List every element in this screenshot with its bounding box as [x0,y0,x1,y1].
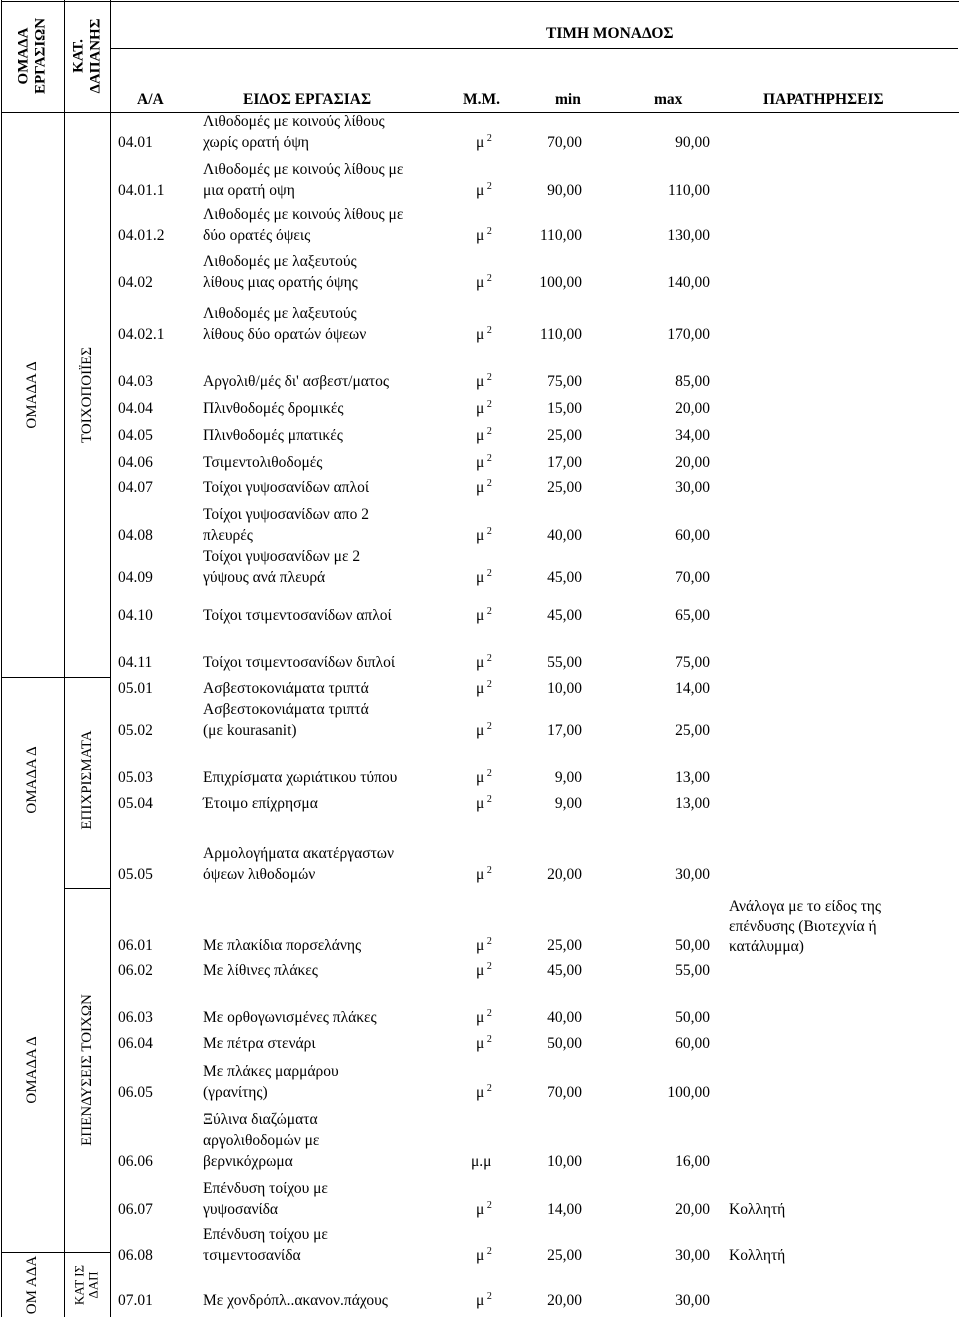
item-code: 06.05 [118,1084,153,1101]
category-column-header: ΚΑΤ. ΔΑΠΑΝΗΣ [70,18,103,94]
unit-exponent: 2 [484,453,492,464]
price-min: 25,00 [547,479,582,496]
item-code: 04.06 [118,454,153,471]
price-max: 30,00 [675,1292,710,1309]
price-min: 9,00 [554,769,582,786]
unit-exponent: 2 [484,1291,492,1302]
item-code: 05.04 [118,795,153,812]
price-max: 90,00 [675,134,710,151]
section-group-label: ΟΜ ΑΔΑ [23,1255,40,1315]
price-max: 50,00 [675,937,710,954]
row-divider [1,1252,110,1253]
item-unit: μ $^2$ [476,679,492,697]
item-description: δύο ορατές όψεις [203,227,311,244]
price-max: 170,00 [667,326,710,343]
item-description: Τσιμεντολιθοδομές [203,454,323,471]
price-max: 50,00 [675,1009,710,1026]
price-min: 10,00 [547,1153,582,1170]
price-max: 60,00 [675,1035,710,1052]
item-unit: μ $^2$ [476,653,492,671]
item-code: 06.02 [118,962,153,979]
unit-exponent: 2 [484,768,492,779]
price-min: 40,00 [547,1009,582,1026]
item-unit: μ $^2$ [476,721,492,739]
item-unit: μ $^2$ [476,453,492,471]
unit-exponent: 2 [484,372,492,383]
item-description: Τοίχοι γυψοσανίδων με 2 [203,548,361,565]
unit-exponent: 2 [484,794,492,805]
item-code: 04.07 [118,479,153,496]
price-min: 70,00 [547,1084,582,1101]
item-description: Τοίχοι γυψοσανίδων απλοί [203,479,370,496]
item-description: Πλινθοδομές μπατικές [203,427,343,444]
section-group-label: ΟΜΑΔΑ Δ [23,361,40,429]
item-unit: μ $^2$ [476,794,492,812]
item-unit: μ $^2$ [476,1008,492,1026]
item-code: 06.06 [118,1153,153,1170]
price-max: 20,00 [675,400,710,417]
price-min: 100,00 [539,274,582,291]
price-max: 30,00 [675,1247,710,1264]
item-description: Επένδυση τοίχου με [203,1226,328,1243]
item-description: τσιμεντοσανίδα [203,1247,301,1264]
item-unit: μ $^2$ [476,226,492,244]
price-max: 20,00 [675,454,710,471]
max-header: max [654,91,683,108]
item-description: όψεων λιθοδομών [203,866,316,883]
unit-exponent: 2 [484,426,492,437]
price-max: 100,00 [667,1084,710,1101]
row-divider [64,888,110,889]
item-description: Τοίχοι τσιμεντοσανίδων διπλοί [203,654,395,671]
item-code: 06.07 [118,1201,153,1218]
item-unit: μ $^2$ [476,1034,492,1052]
price-min: 17,00 [547,454,582,471]
item-description: Με πλάκες μαρμάρου [203,1063,339,1080]
row-divider [1,1,959,2]
price-min: 20,00 [547,1292,582,1309]
col-divider [1,0,2,1317]
item-description: λίθους δύο ορατών όψεων [203,326,367,343]
row-divider [1,677,110,678]
section-category-label: ΕΠΙΧΡΙΣΜΑΤΑ [78,730,95,830]
item-code: 04.01.2 [118,227,165,244]
item-code: 06.03 [118,1009,153,1026]
section-category-label: ΕΠΕΝΔΥΣΕΙΣ ΤΟΙΧΩΝ [78,994,95,1146]
item-code: 04.11 [118,654,153,671]
item-description: Ασβεστοκονιάματα τριπτά [203,680,369,697]
price-max: 13,00 [675,769,710,786]
item-description: γυψοσανίδα [203,1201,279,1218]
item-unit: μ $^2$ [476,133,492,151]
price-max: 55,00 [675,962,710,979]
price-min: 25,00 [547,427,582,444]
item-description: Αρμολογήματα ακατέργαστων [203,845,395,862]
item-code: 05.05 [118,866,153,883]
item-unit: μ $^2$ [476,936,492,954]
price-min: 25,00 [547,1247,582,1264]
item-description: βερνικόχρωμα [203,1153,293,1170]
item-code: 04.01.1 [118,182,165,199]
unit-exponent: 2 [484,606,492,617]
item-code: 04.10 [118,607,153,624]
item-unit: μ $^2$ [476,1246,492,1264]
price-max: 13,00 [675,795,710,812]
item-description: αργολιθοδομών με [203,1132,320,1149]
item-code: 05.03 [118,769,153,786]
price-max: 16,00 [675,1153,710,1170]
item-code: 06.04 [118,1035,153,1052]
item-description: Τοίχοι τσιμεντοσανίδων απλοί [203,607,392,624]
price-max: 110,00 [667,182,710,199]
price-max: 14,00 [675,680,710,697]
item-unit: μ $^2$ [476,961,492,979]
item-description: Με πέτρα στενάρι [203,1035,316,1052]
price-min: 45,00 [547,962,582,979]
item-description: Λιθοδομές με κοινούς λίθους με [203,161,404,178]
unit-exponent: 2 [484,568,492,579]
description-header: ΕΙΔΟΣ ΕΡΓΑΣΙΑΣ [243,91,372,108]
price-min: 17,00 [547,722,582,739]
item-description: Επένδυση τοίχου με [203,1180,328,1197]
unit-price-header: ΤΙΜΗ ΜΟΝΑΔΟΣ [546,25,674,42]
price-min: 40,00 [547,527,582,544]
col-divider [64,0,65,1317]
item-unit: μ $^2$ [476,478,492,496]
price-min: 55,00 [547,654,582,671]
item-description: Πλινθοδομές δρομικές [203,400,344,417]
unit-exponent: 2 [484,325,492,336]
item-unit: μ $^2$ [476,181,492,199]
item-description: Λιθοδομές με κοινούς λίθους [203,113,385,130]
price-min: 110,00 [539,326,582,343]
min-header: min [555,91,581,108]
item-code: 04.02 [118,274,153,291]
unit-header: Μ.Μ. [463,91,501,108]
item-code: 06.01 [118,937,153,954]
unit-exponent: 2 [484,721,492,732]
item-description: Επιχρίσματα χωριάτικου τύπου [203,769,398,786]
item-note: Κολλητή [729,1247,786,1264]
price-max: 30,00 [675,479,710,496]
item-unit: μ $^2$ [476,372,492,390]
item-description: Λιθοδομές με λαξευτούς [203,305,357,322]
section-group-label: ΟΜΑΔΑ Δ [23,1036,40,1104]
block-note: Ανάλογα με το είδος της επένδυσης (Βιοτεχνία ή κατάλυμμα) [729,898,882,955]
item-code: 04.01 [118,134,153,151]
item-code: 04.02.1 [118,326,165,343]
item-description: Με λίθινες πλάκες [203,962,318,979]
price-min: 14,00 [547,1201,582,1218]
price-min: 45,00 [547,607,582,624]
item-unit: μ $^2$ [476,1291,492,1309]
row-divider [1,112,959,113]
item-unit: μ $^2$ [476,865,492,883]
item-description: Αργολιθ/μές δι' ασβεστ/ματος [203,373,390,390]
price-max: 25,00 [675,722,710,739]
item-unit: μ $^2$ [476,325,492,343]
item-description: Λιθοδομές με λαξευτούς [203,253,357,270]
unit-exponent: 2 [484,865,492,876]
item-description: Με πλακίδια πορσελάνης [203,937,362,954]
item-description: Ξύλινα διαζώματα [203,1111,318,1128]
unit-exponent: 2 [484,399,492,410]
price-min: 110,00 [539,227,582,244]
price-max: 34,00 [675,427,710,444]
section-category-label: ΤΟΙΧΟΠΟΙΪΕΣ [78,347,95,443]
unit-exponent: 2 [484,526,492,537]
item-description: Με χονδρόπλ..ακανον.πάχους [203,1292,388,1309]
item-code: 04.08 [118,527,153,544]
item-description: χωρίς ορατή όψη [203,134,310,151]
price-min: 90,00 [547,182,582,199]
unit-exponent: 2 [484,961,492,972]
item-description: Ασβεστοκονιάματα τριπτά [203,701,369,718]
item-unit: μ $^2$ [476,568,492,586]
item-code: 04.03 [118,373,153,390]
notes-header: ΠΑΡΑΤΗΡΗΣΕΙΣ [763,91,884,108]
price-min: 25,00 [547,937,582,954]
unit-exponent: 2 [484,273,492,284]
item-code: 04.04 [118,400,153,417]
price-min: 50,00 [547,1035,582,1052]
item-code: 06.08 [118,1247,153,1264]
item-code: 07.01 [118,1292,153,1309]
item-unit: μ $^2$ [476,526,492,544]
group-column-header: ΟΜΑΔΑ ΕΡΓΑΣΙΩΝ [15,17,48,95]
item-unit: μ $^2$ [476,426,492,444]
price-max: 70,00 [675,569,710,586]
item-unit: μ $^2$ [476,1083,492,1101]
unit-exponent: 2 [484,1083,492,1094]
unit-exponent: 2 [484,1034,492,1045]
price-min: 10,00 [547,680,582,697]
item-code: 04.05 [118,427,153,444]
price-max: 60,00 [675,527,710,544]
unit-exponent: 2 [484,679,492,690]
price-min: 9,00 [554,795,582,812]
unit-exponent: 2 [484,226,492,237]
price-max: 85,00 [675,373,710,390]
price-max: 130,00 [667,227,710,244]
price-max: 20,00 [675,1201,710,1218]
item-description: (γρανίτης) [203,1084,268,1101]
col-divider [110,0,111,1317]
item-description: γύψους ανά πλευρά [203,569,326,586]
unit-exponent: 2 [484,133,492,144]
unit-exponent: 2 [484,936,492,947]
item-description: (με kourasanit) [203,722,297,739]
unit-exponent: 2 [484,1200,492,1211]
item-code: 05.01 [118,680,153,697]
item-unit: μ $^2$ [476,1200,492,1218]
unit-exponent: 2 [484,181,492,192]
item-description: Λιθοδομές με κοινούς λίθους με [203,206,404,223]
section-group-label: ΟΜΑΔΑ Δ [23,746,40,814]
price-max: 65,00 [675,607,710,624]
item-description: μια ορατή οψη [203,182,295,199]
unit-exponent: 2 [484,653,492,664]
price-max: 140,00 [667,274,710,291]
price-min: 15,00 [547,400,582,417]
price-min: 45,00 [547,569,582,586]
item-code: 05.02 [118,722,153,739]
unit-exponent: 2 [484,1008,492,1019]
item-unit: μ $^2$ [476,768,492,786]
item-description: Τοίχοι γυψοσανίδων απο 2 [203,506,369,523]
code-header: Α/Α [137,91,164,108]
item-description: λίθους μιας ορατής όψης [203,274,358,291]
price-max: 30,00 [675,866,710,883]
item-description: Με ορθογωνισμένες πλάκες [203,1009,377,1026]
unit-exponent: 2 [484,1246,492,1257]
item-unit: μ.μ [471,1153,492,1170]
item-unit: μ $^2$ [476,399,492,417]
row-divider [110,48,958,49]
price-min: 70,00 [547,134,582,151]
section-category-label: ΚΑΤ ΙΣ ΔΑΠ [71,1264,101,1306]
price-min: 75,00 [547,373,582,390]
unit-exponent: 2 [484,478,492,489]
item-note: Κολλητή [729,1201,786,1218]
item-code: 04.09 [118,569,153,586]
item-unit: μ $^2$ [476,273,492,291]
price-max: 75,00 [675,654,710,671]
item-unit: μ $^2$ [476,606,492,624]
item-description: πλευρές [203,527,253,544]
item-description: Έτοιμο επίχρησμα [203,795,318,812]
price-min: 20,00 [547,866,582,883]
